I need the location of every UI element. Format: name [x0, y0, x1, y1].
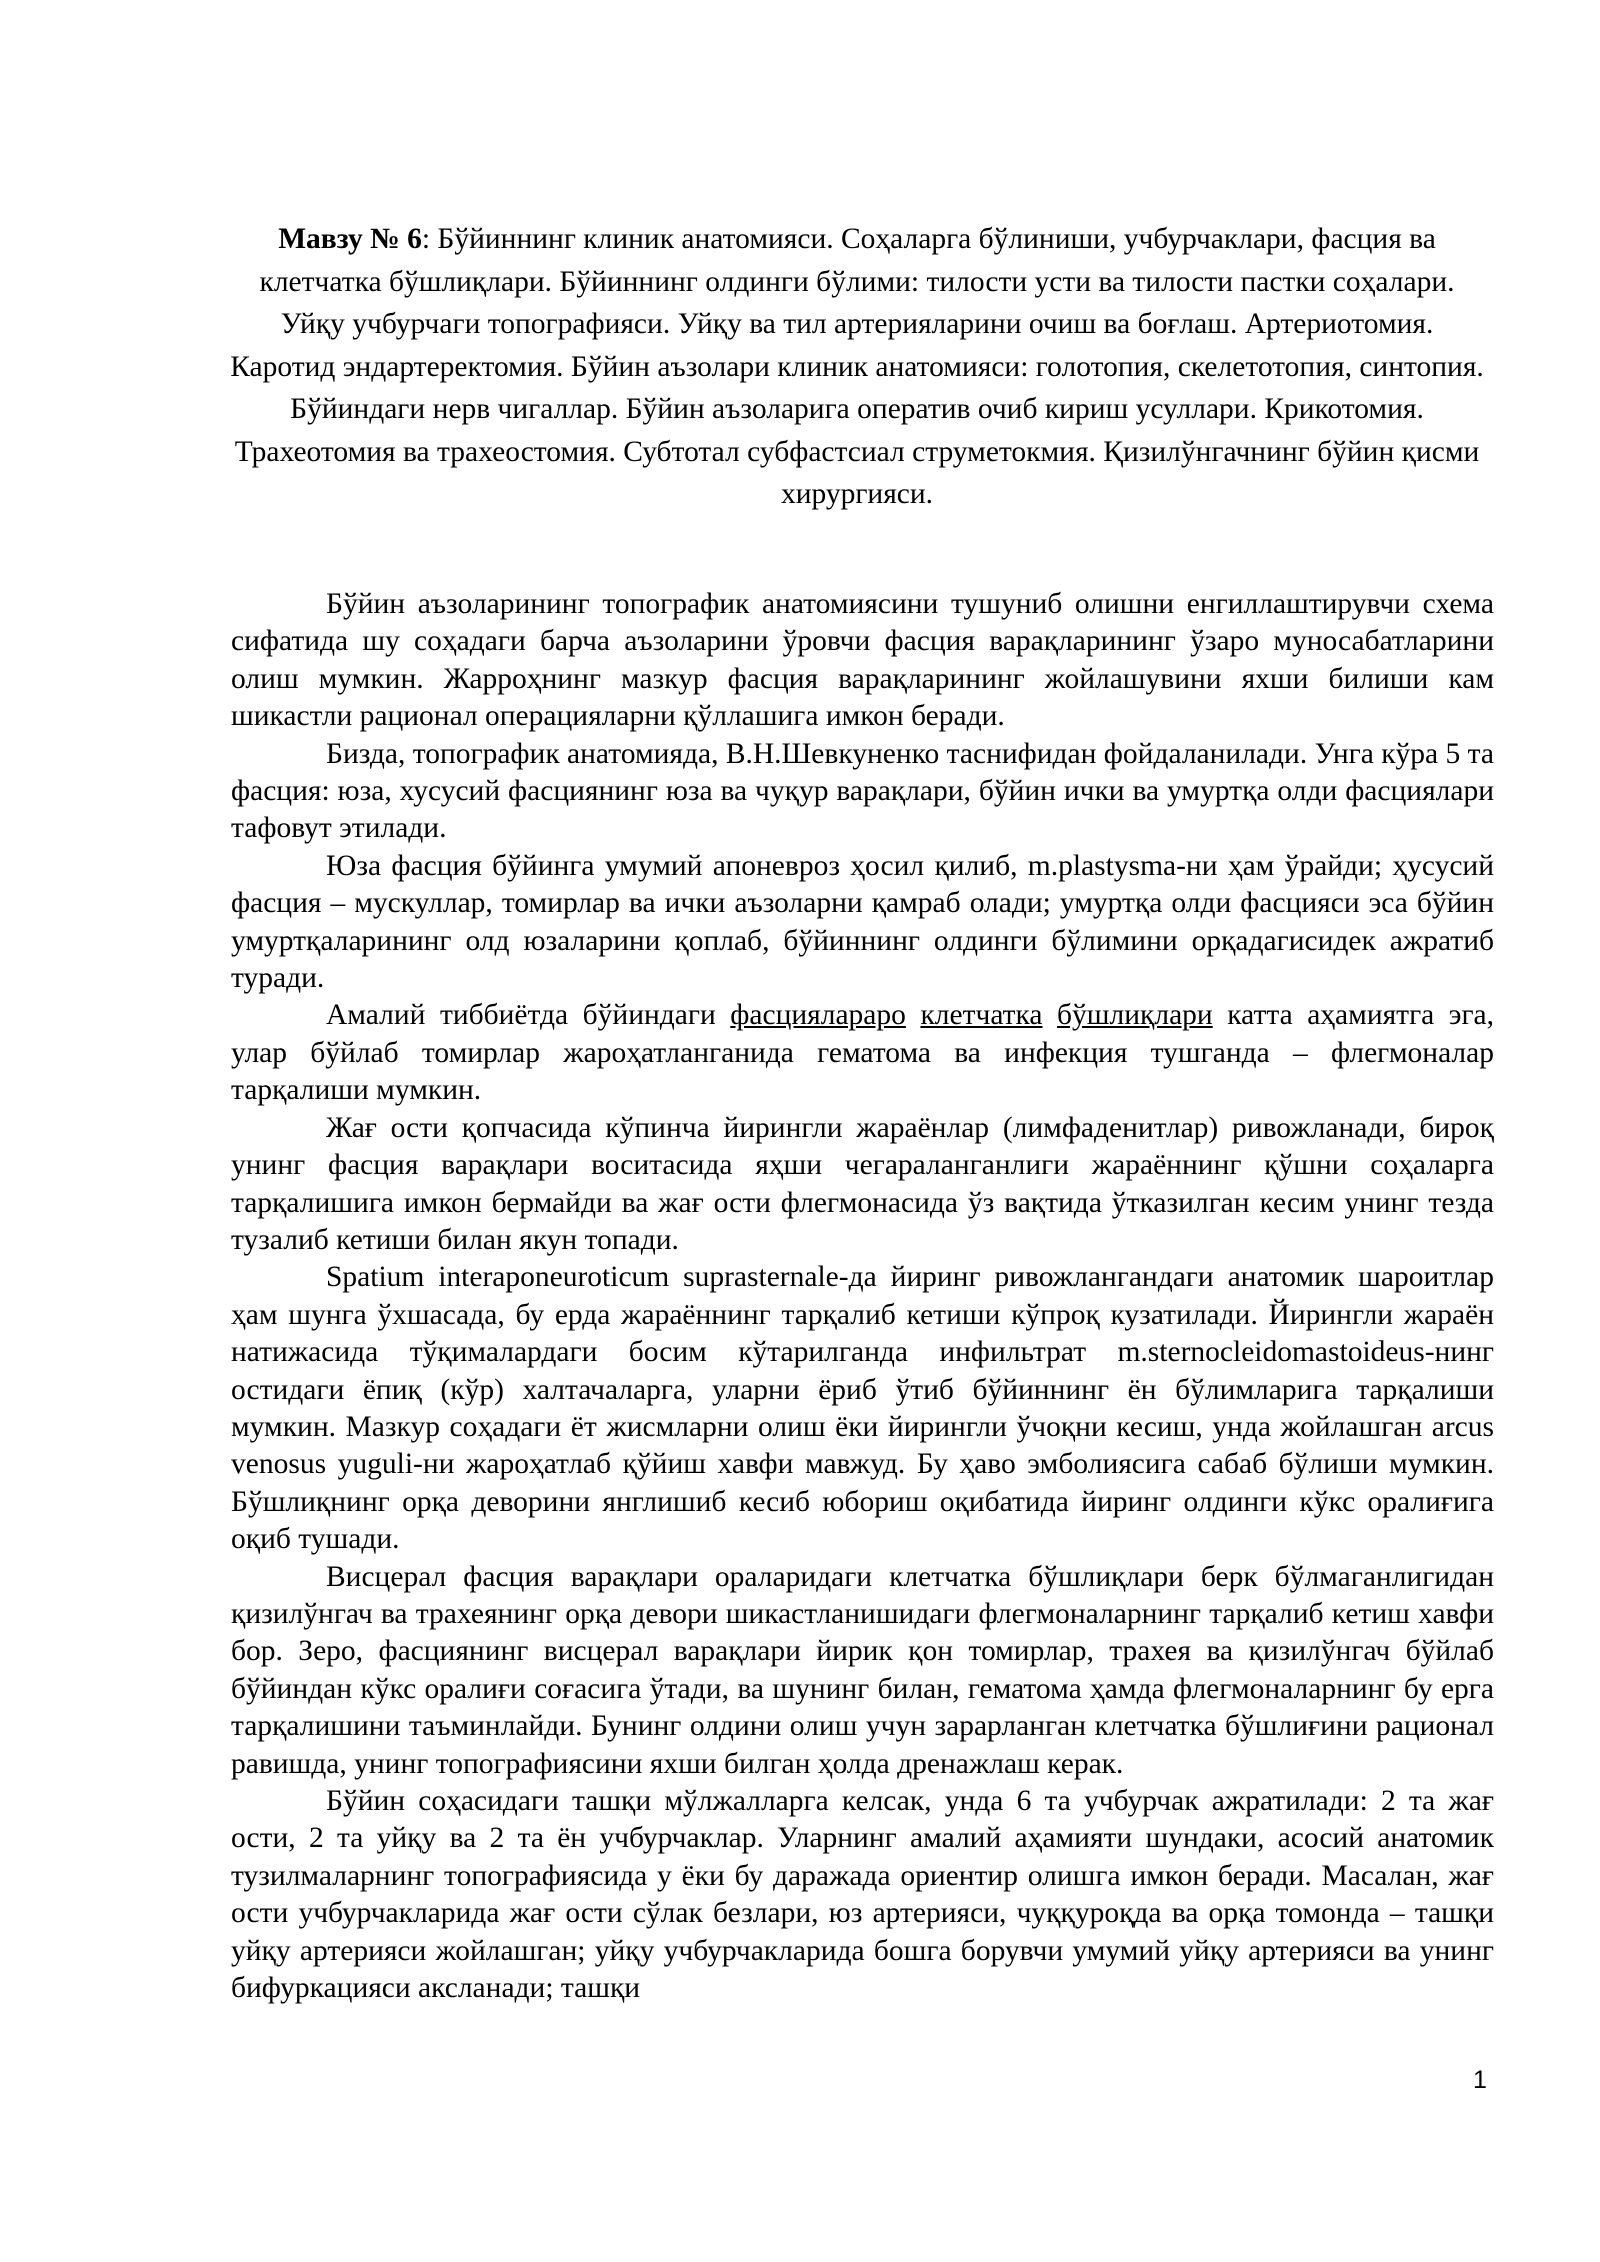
topic-number-label: Мавзу № 6 [278, 223, 422, 255]
space [1043, 999, 1058, 1031]
paragraph [231, 997, 1494, 1109]
paragraph-text: Амалий тиббиётда бўйиндаги [326, 999, 731, 1032]
paragraph: Висцерал фасция варақлари оралaридаги клетчатка бўшлиқлари берк бўлмаганлигидан қизилўнгач ва трахеянинг орқа девори шикастланишидаги флегмоналарнинг тарқалиб кетиш хавфи бор. Зеро, фасциянинг висцерал варақлари йирик қон томирлар, трахея ва қизилўнгач бўйлаб бўйиндан кўкс оралиғи соғасига ўтади, ва шунинг билан, гематома ҳамда флегмоналарнинг бу ерга тарқалишини таъминлайди. Бунинг олдини олиш учун зарарланган клетчатка бўшлиғини рационал равишда, унинг топографиясини яхши билган ҳолда дренажлаш керак. [231, 1560, 1494, 1780]
page-number: 1 [1473, 2066, 1487, 2094]
underlined-term: фасциялараро [730, 999, 906, 1032]
paragraph: Жағ ости қопчасида кўпинча йирингли жараёнлар (лимфаденитлар) ривожланади, бироқ унинг фасция варақлари воситасида яҳши чегараланганлиги жараённинг қўшни соҳаларга тарқалишига имкон бермайди ва жағ ости флегмонасида ўз вақтида ўтказилган кесим унинг тезда тузалиб кетиши билан якун топади. [231, 1111, 1494, 1256]
topic-title [226, 218, 1488, 516]
paragraph: Бўйин аъзоларининг топографик анатомиясини тушуниб олишни енгиллаштирувчи схема сифатида шу соҳадаги барча аъзоларини ўровчи фасция варақларининг ўзаро муносабатларини олиш мумкин. Жарроҳнинг мазкур фасция варақларининг жойлашувини яхши билиши кам шикастли рационал операцияларни қўллашига имкон беради. [231, 588, 1494, 733]
underlined-term: бўшлиқлари [1057, 999, 1213, 1032]
paragraph: Spatium interaponeuroticum suprasternale-да йиринг ривожлангандаги анатомик шароитлар ҳам шунга ўхшасада, бу ерда жараённинг тарқалиб кетиши кўпроқ кузатилади. Йирингли жараён натижасида тўқималардаги босим кўтарилганда инфильтрат m.sternocleidomastoideus-нинг остидаги ёпиқ (кўр) халтачаларга, уларни ёриб ўтиб бўйиннинг ён бўлимларига тарқалиши мумкин. Мазкур соҳадаги ёт жисмларни олиш ёки йирингли ўчоқни кесиш, унда жойлашган arcus venosus yuguli-ни жароҳатлаб қўйиш хавфи мавжуд. Бу ҳаво эмболиясига сабаб бўлиши мумкин. Бўшлиқнинг орқа деворини янглишиб кесиб юбориш оқибатида йиринг олдинги кўкс оралиғига оқиб тушади. [231, 1261, 1494, 1556]
paragraph: Юза фасция бўйинга умумий апоневроз ҳосил қилиб, m.plastysma-ни ҳам ўрайди; ҳусусий фасция – мускуллар, томирлар ва ички аъзоларни қамраб олади; умуртқа олди фасцияси эса бўйин умуртқаларининг олд юзаларини қоплаб, бўйиннинг олдинги бўлимини орқадагисидек ажратиб туради. [231, 849, 1494, 995]
underlined-term: клетчатка [920, 999, 1043, 1032]
space [906, 999, 921, 1031]
paragraph: Бўйин соҳасидаги ташқи мўлжалларга келсак, унда 6 та учбурчак ажратилади: 2 та жағ ости, 2 та уйқу ва 2 та ён учбурчаклар. Уларнинг амалий аҳамияти шундаки, асосий анатомик тузилмаларнинг топографиясида у ёки бу даражада ориентир олишга имкон беради. Масалан, жағ ости учбурчакларида жағ ости сўлак безлари, юз артерияси, чуққуроқда ва орқа томонда – ташқи уйқу артерияси жойлашган; уйқу учбурчакларида бошга борувчи умумий уйқу артерияси ва унинг бифуркацияси аксланади; ташқи [231, 1785, 1494, 2005]
paragraph: Бизда, топографик анатомияда, В.Н.Шевкуненко таснифидан фойдаланилади. Унга кўра 5 та фасция: юза, хусусий фасциянинг юза ва чуқур варақлари, бўйин ички ва умуртқа олди фасциялари тафовут этилади. [231, 737, 1494, 845]
paragraph-text: катта аҳамиятга эга, улар бўйлаб томирлар жароҳатланганида гематома ва инфекция тушганда – флегмоналар тарқалиши мумкин. [231, 999, 1495, 1107]
topic-title-text: : Бўйиннинг клиник анатомияси. Соҳаларга бўлиниши, учбурчаклари, фасция ва клетчатка бўшлиқлари. Бўйиннинг олдинги бўлими: тилости усти ва тилости пастки соҳалари. Уйқу учбурчаги топографияси. Уйқу ва тил артерияларини очиш ва боғлаш. Артериотомия. Каротид эндартеректомия. Бўйин аъзолари клиник анатомияси: голотопия, скелетотопия, синтопия. Бўйиндаги нерв чигаллар. Бўйин аъзоларига оператив очиб кириш усуллари. Крикотомия. Трахеотомия ва трахеостомия. Субтотал субфастсиал струметокмия. Қизилўнгачнинг бўйин қисми хирургияси. [230, 223, 1484, 510]
document-body [231, 586, 1494, 2007]
